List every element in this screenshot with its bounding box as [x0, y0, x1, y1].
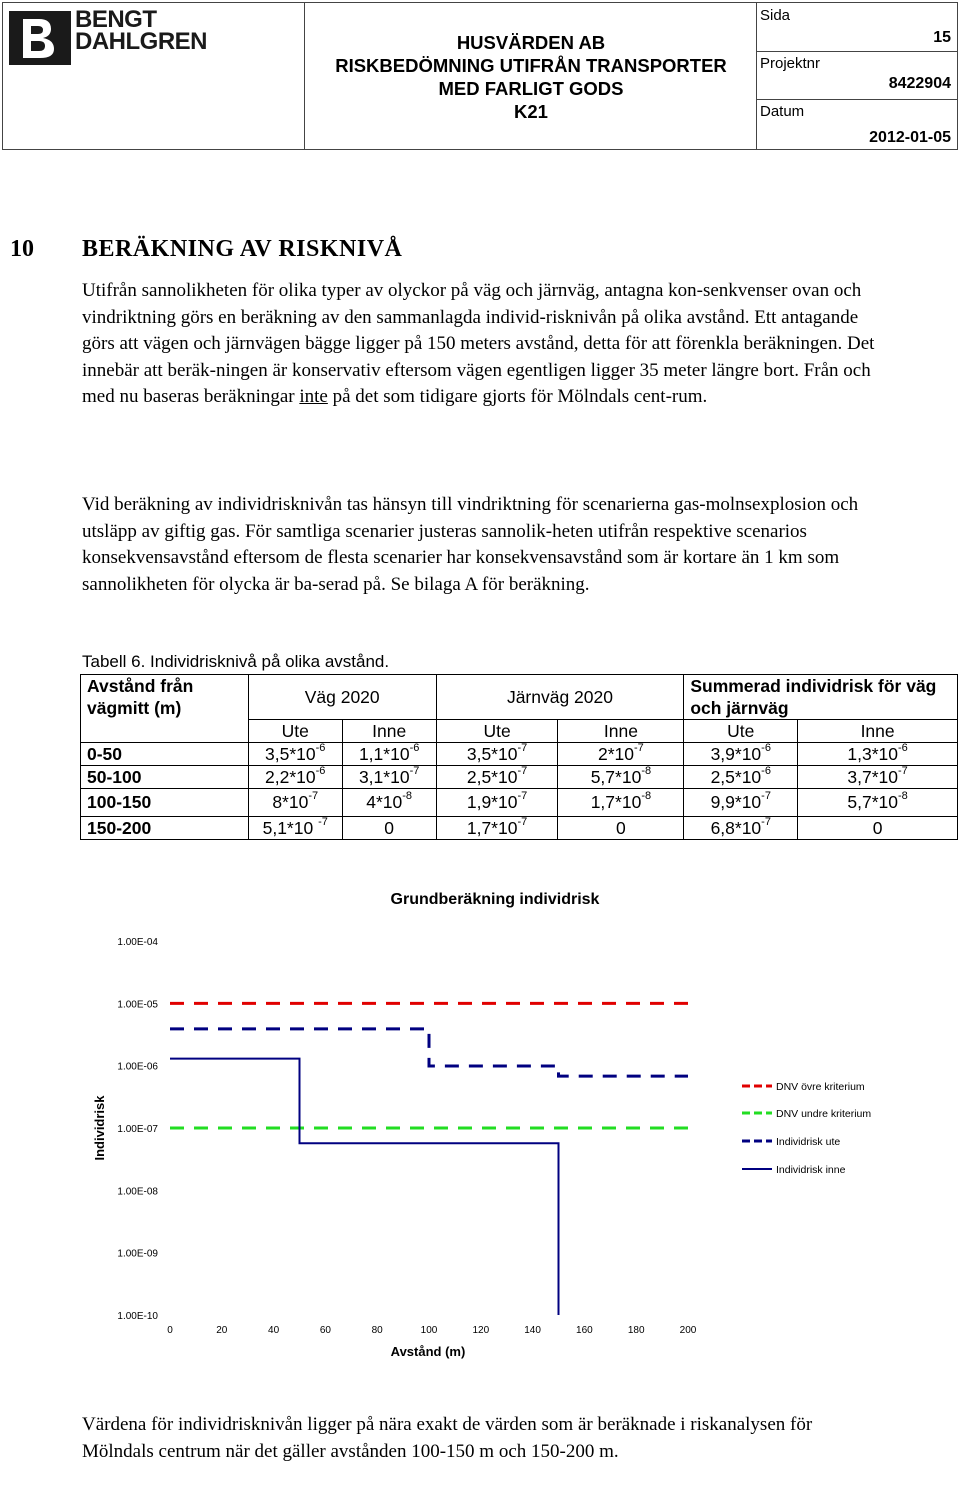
chart-legend	[742, 1081, 871, 1176]
project-label: Projektnr	[760, 55, 821, 72]
page-header	[2, 2, 958, 150]
risk-value-cell: $1,1*10^{-6}$	[342, 743, 436, 766]
risk-value-cell: $3,7*10^{-7}$	[798, 766, 958, 789]
x-tick-label: 160	[576, 1325, 593, 1336]
footer-paragraph: Värdena för individrisknivån ligger på nära exakt de värden som är beräknade i riskanalysen för Mölndals centrum när det gäller avstånden 100-150 m och 150-200 m.	[82, 1414, 813, 1462]
risk-table	[80, 674, 958, 840]
legend-label: Individrisk ute	[776, 1136, 841, 1148]
paragraph-1: Utifrån sannolikheten för olika typer av olyckor på väg och järnväg, antagna kon-senkvenser ovan och vindriktning görs en beräkning av den sammanlagda individ-risknivån på olika avstånd. Ett antagande görs att vägen och järnvägen bägge ligger på 150 meters avstånd, detta för att förenkla beräkningen. Det innebär att beräk-ningen är konservativ eftersom vägen egentligen ligger 35 meter längre bort. Från och med nu baseras beräkningar inte på det som tidigare gjorts för Mölndals cent-rum.	[82, 280, 875, 407]
risk-value-cell: $1,3*10^{-6}$	[798, 743, 958, 766]
y-tick-label: 1.00E-07	[117, 1124, 158, 1135]
series-line	[170, 1029, 688, 1076]
y-tick-label: 1.00E-08	[117, 1186, 158, 1198]
paragraph-2: Vid beräkning av individrisknivån tas hänsyn till vindriktning för scenarierna gas-molnsexplosion och utsläpp av giftig gas. För samtliga scenarier justeras sannolik-heten utifrån respektive scenarios konsekvensavstånd eftersom de flesta scenarier har konsekvensavstånd som är kortare än 1 km som sannolikheten för olycka är ba-serad på. Se bilaga A för beräkning.	[82, 494, 859, 595]
risk-value-cell: 5,1*10 $^{-7}$	[248, 817, 342, 840]
sub-header: Inne	[342, 720, 436, 743]
risk-value-cell: $2,2*10^{-6}$	[248, 766, 342, 789]
risk-value-cell: 0	[558, 817, 684, 840]
x-tick-label: 120	[472, 1325, 490, 1336]
risk-value-cell: $5,7*10^{-8}$	[558, 766, 684, 789]
x-axis-label: Avstånd (m)	[390, 1344, 466, 1359]
row-label: 0-50	[81, 743, 249, 766]
row-label: 100-150	[81, 789, 249, 817]
row-label: 50-100	[81, 766, 249, 789]
table-row	[81, 766, 958, 789]
risk-value-cell: $3,5*10^{-6}$	[248, 743, 342, 766]
bengt-dahlgren-logo-icon	[9, 11, 71, 65]
legend-label: DNV undre kriterium	[776, 1108, 872, 1120]
x-tick-label: 40	[268, 1325, 280, 1336]
sub-header: Ute	[248, 720, 342, 743]
x-tick-label: 140	[524, 1325, 541, 1336]
risk-value-cell: $3,5*10^{-7}$	[436, 743, 558, 766]
header-road: Väg 2020	[248, 675, 436, 720]
table-row	[81, 789, 958, 817]
y-tick-label: 1.00E-09	[117, 1248, 158, 1260]
y-tick-label: 1.00E-10	[117, 1311, 158, 1322]
risk-value-cell: $2,5*10^{-6}$	[684, 766, 798, 789]
risk-value-cell: $4*10^{-8}$	[342, 789, 436, 817]
page-label: Sida	[760, 7, 791, 24]
meta-cell	[757, 3, 957, 149]
x-tick-label: 200	[679, 1325, 697, 1336]
legend-label: Individrisk inne	[776, 1164, 846, 1176]
logo-text: BENGT DAHLGREN	[75, 6, 207, 55]
row-label: 150-200	[81, 817, 249, 840]
x-tick-label: 100	[420, 1325, 438, 1336]
series-line	[170, 1059, 559, 1315]
sub-header: Inne	[558, 720, 684, 743]
risk-value-cell: $8*10^{-7}$	[248, 789, 342, 817]
x-tick-label: 180	[627, 1325, 645, 1336]
logo-cell	[3, 3, 305, 149]
underlined-word: inte	[299, 386, 328, 407]
x-tick-label: 80	[371, 1325, 383, 1336]
risk-value-cell: $5,7*10^{-8}$	[798, 789, 958, 817]
risk-value-cell: $1,7*10^{-8}$	[558, 789, 684, 817]
date-value: 2012-01-05	[869, 129, 951, 146]
risk-value-cell: $1,7*10^{-7}$	[436, 817, 558, 840]
risk-value-cell: $9,9*10^{-7}$	[684, 789, 798, 817]
table-caption: Tabell 6. Individrisknivå på olika avstånd.	[82, 652, 390, 671]
header-sum: Summerad individrisk för väg och järnväg	[684, 675, 958, 720]
table-header-row	[81, 675, 958, 720]
risk-value-cell: $2,5*10^{-7}$	[436, 766, 558, 789]
risk-value-cell: $6,8*10^{-7}$	[684, 817, 798, 840]
header-distance: Avstånd från vägmitt (m)	[81, 675, 249, 743]
y-axis-label: Individrisk	[92, 1095, 107, 1161]
x-tick-label: 60	[319, 1325, 331, 1336]
y-tick-label: 1.00E-06	[117, 1061, 158, 1073]
chart-title: Grundberäkning individrisk	[390, 891, 600, 908]
y-tick-label: 1.00E-05	[117, 999, 158, 1011]
risk-value-cell: $3,9*10^{-6}$	[684, 743, 798, 766]
risk-value-cell: $2*10^{-7}$	[558, 743, 684, 766]
company-cell	[305, 3, 757, 149]
section-number: 10	[10, 236, 34, 262]
y-tick-label: 1.00E-04	[117, 937, 158, 948]
sub-header: Ute	[684, 720, 798, 743]
risk-chart	[0, 880, 960, 1400]
page-number: 15	[933, 29, 951, 46]
company-title: HUSVÄRDEN AB RISKBEDÖMNING UTIFRÅN TRANSPORTER MED FARLIGT GODS K21	[335, 32, 727, 122]
project-number: 8422904	[888, 75, 951, 92]
legend-label: DNV övre kriterium	[776, 1081, 865, 1093]
risk-value-cell: $1,9*10^{-7}$	[436, 789, 558, 817]
section-title: BERÄKNING AV RISKNIVÅ	[82, 236, 403, 262]
table-row	[81, 743, 958, 766]
risk-value-cell: $3,1*10^{-7}$	[342, 766, 436, 789]
table-row	[81, 817, 958, 840]
risk-value-cell: 0	[342, 817, 436, 840]
x-tick-label: 20	[216, 1325, 228, 1336]
sub-header: Inne	[798, 720, 958, 743]
sub-header: Ute	[436, 720, 558, 743]
risk-value-cell: 0	[798, 817, 958, 840]
header-rail: Järnväg 2020	[436, 675, 684, 720]
date-label: Datum	[760, 103, 805, 120]
x-tick-label: 0	[167, 1325, 173, 1336]
